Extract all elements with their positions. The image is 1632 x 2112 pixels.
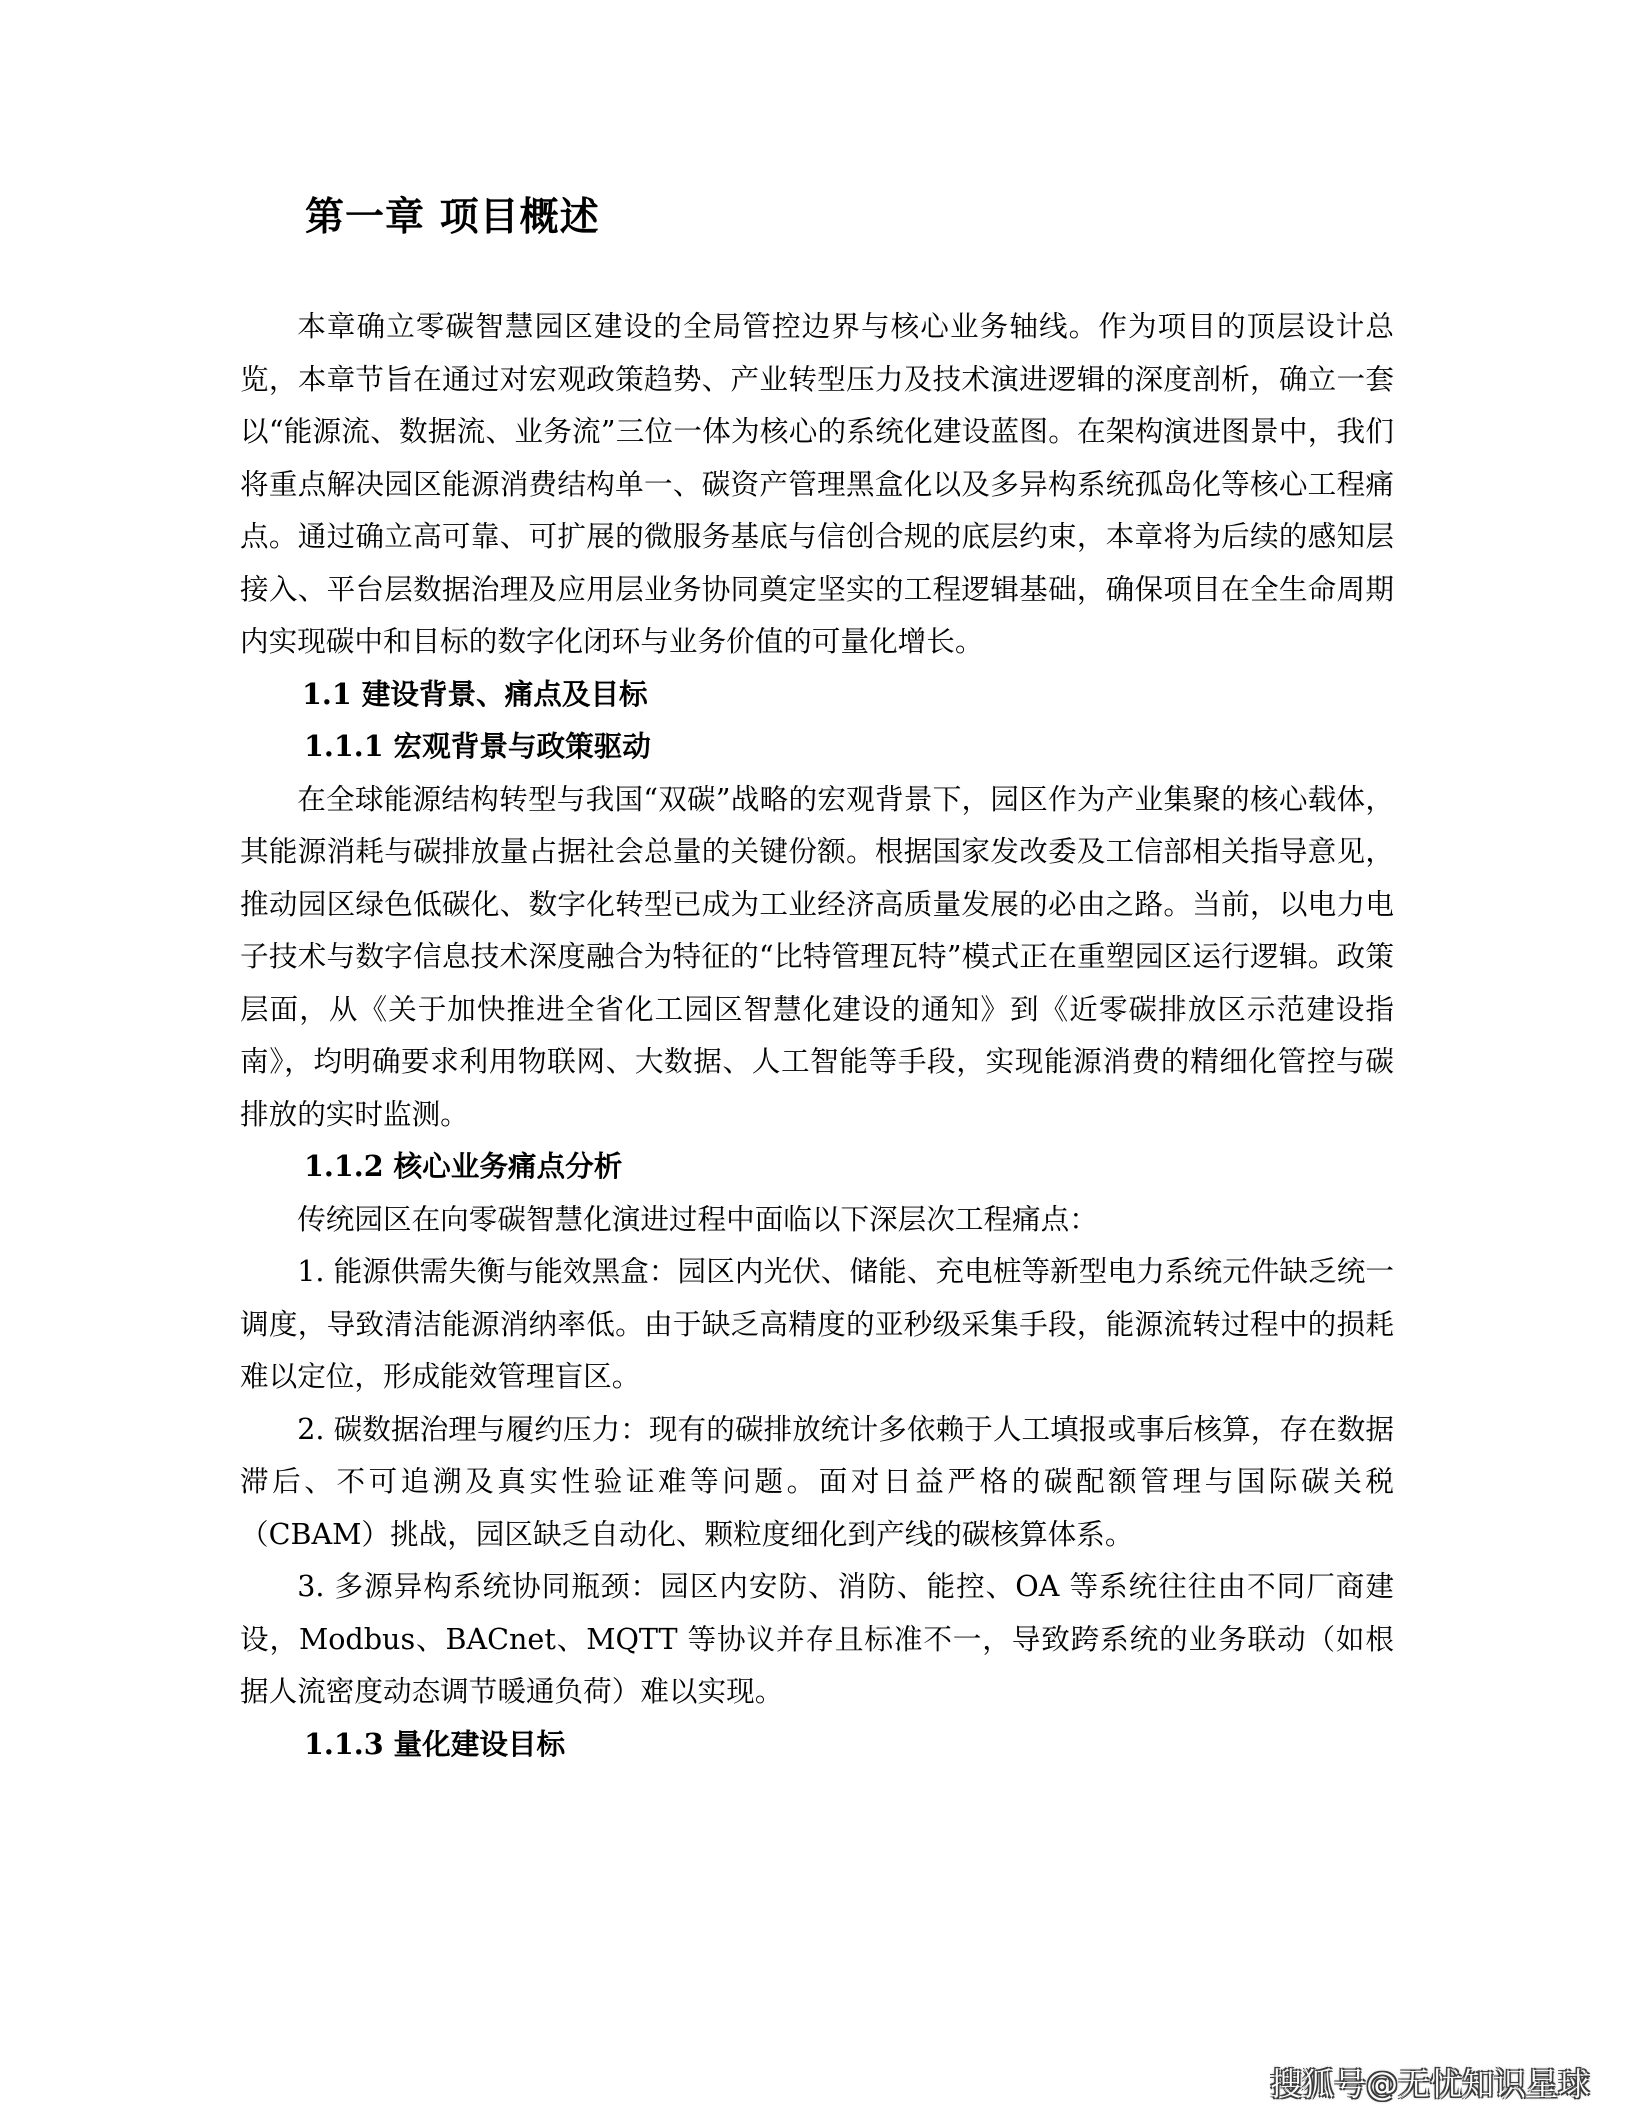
section-heading-1-1: 1.1 建设背景、痛点及目标 <box>302 676 648 711</box>
pain-point-item-3: 3. 多源异构系统协同瓶颈：园区内安防、消防、能控、OA 等系统往往由不同厂商建设，Modbus、BACnet、MQTT 等协议并存且标准不一，导致跨系统的业务联动（如根据人流密度动态调节暖通负荷）难以实现。 <box>240 1569 1394 1708</box>
pain-point-item-1: 1. 能源供需失衡与能效黑盒：园区内光伏、储能、充电桩等新型电力系统元件缺乏统一调度，导致清洁能源消纳率低。由于缺乏高精度的亚秒级采集手段，能源流转过程中的损耗难以定位，形成能效管理盲区。 <box>240 1254 1394 1393</box>
pain-points-lead-paragraph: 传统园区在向零碳智慧化演进过程中面临以下深层次工程痛点： <box>297 1201 1098 1236</box>
chapter-title: 第一章 项目概述 <box>305 195 600 240</box>
source-watermark: 搜狐号@无忧知识星球 <box>1269 2065 1590 2103</box>
policy-background-paragraph: 在全球能源结构转型与我国“双碳”战略的宏观背景下，园区作为产业集聚的核心载体，其能源消耗与碳排放量占据社会总量的关键份额。根据国家发改委及工信部相关指导意见，推动园区绿色低碳化、数字化转型已成为工业经济高质量发展的必由之路。当前，以电力电子技术与数字信息技术深度融合为特征的“比特管理瓦特”模式正在重塑园区运行逻辑。政策层面，从《关于加快推进全省化工园区智慧化建设的通知》到《近零碳排放区示范建设指南》，均明确要求利用物联网、大数据、人工智能等手段，实现能源消费的精细化管控与碳排放的实时监测。 <box>240 781 1394 1131</box>
section-heading-1-1-2: 1.1.2 核心业务痛点分析 <box>304 1149 623 1183</box>
section-heading-1-1-3: 1.1.3 量化建设目标 <box>304 1726 566 1761</box>
pain-point-item-2: 2. 碳数据治理与履约压力：现有的碳排放统计多依赖于人工填报或事后核算，存在数据滞后、不可追溯及真实性验证难等问题。面对日益严格的碳配额管理与国际碳关税（CBAM）挑战，园区缺乏自动化、颗粒度细化到产线的碳核算体系。 <box>240 1411 1394 1551</box>
document-body <box>240 300 1394 1770</box>
section-heading-1-1-1: 1.1.1 宏观背景与政策驱动 <box>304 729 651 763</box>
chapter-intro-paragraph: 本章确立零碳智慧园区建设的全局管控边界与核心业务轴线。作为项目的顶层设计总览，本章节旨在通过对宏观政策趋势、产业转型压力及技术演进逻辑的深度剖析，确立一套以“能源流、数据流、业务流”三位一体为核心的系统化建设蓝图。在架构演进图景中，我们将重点解决园区能源消费结构单一、碳资产管理黑盒化以及多异构系统孤岛化等核心工程痛点。通过确立高可靠、可扩展的微服务基底与信创合规的底层约束，本章将为后续的感知层接入、平台层数据治理及应用层业务协同奠定坚实的工程逻辑基础，确保项目在全生命周期内实现碳中和目标的数字化闭环与业务价值的可量化增长。 <box>240 309 1394 658</box>
